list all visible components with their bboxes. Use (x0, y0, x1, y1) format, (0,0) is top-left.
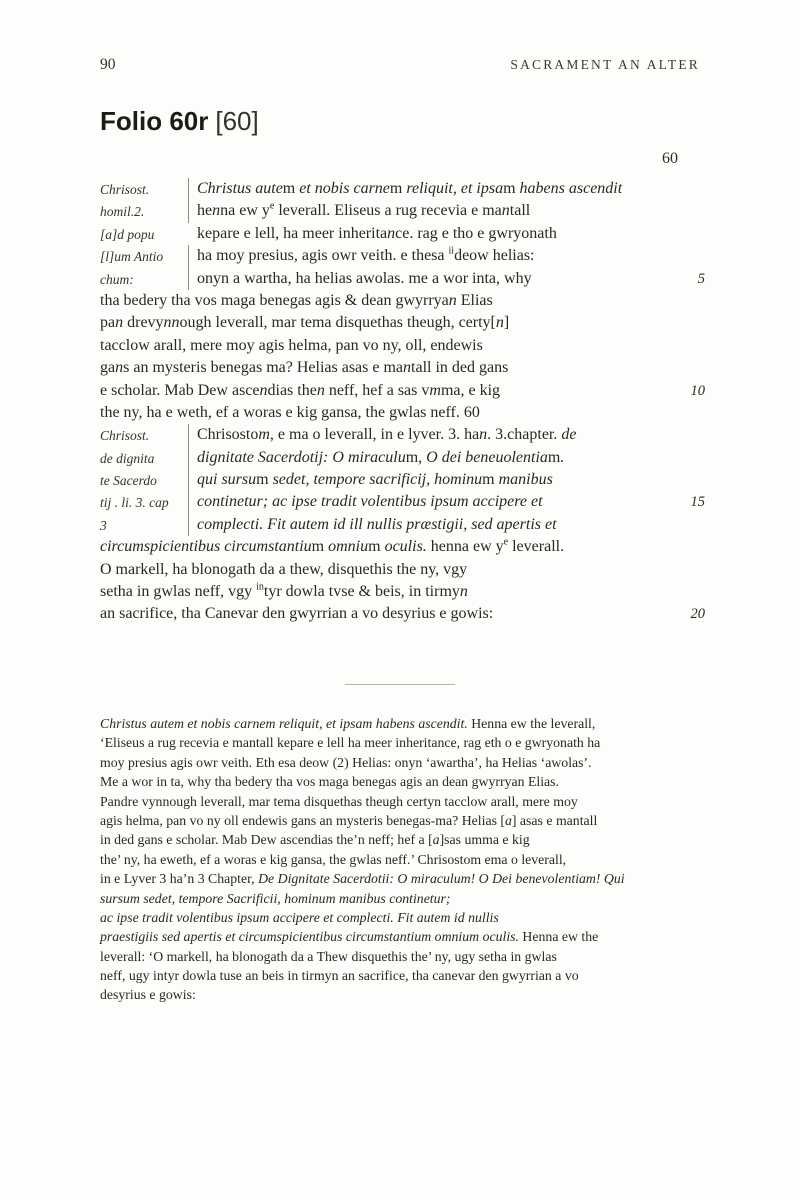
line-text (100, 335, 483, 357)
line-text (100, 852, 566, 867)
text-line (100, 447, 705, 469)
line-text (100, 402, 480, 424)
line-text (100, 200, 530, 222)
roman-text: m (503, 180, 516, 197)
text-line (100, 947, 710, 966)
text-line (100, 792, 710, 811)
italic-text: De Dignitate Sacerdotii: O miraculum! O Dei benevolentiam! Qui (258, 871, 625, 887)
italic-text: qui sursu (197, 471, 257, 489)
roman-text: tall (509, 202, 531, 220)
roman-text: henna ew y (426, 538, 504, 556)
text-line (100, 402, 705, 424)
italic-text: continetur; ac ipse tradit volentibus ipsum accipere et (197, 493, 543, 511)
italic-text: et nobis carne (295, 180, 390, 197)
roman-text: drevy (123, 314, 164, 332)
roman-text: kepare e lell, ha meer inherita (197, 224, 388, 242)
line-text (100, 290, 493, 312)
italic-text: Christus aute (197, 180, 283, 197)
roman-text: m (547, 448, 561, 466)
separator-rule (345, 684, 455, 685)
quote-rule (188, 469, 189, 491)
italic-text: n (448, 291, 457, 309)
superscript-text: in (256, 581, 264, 593)
roman-text: onyn a wartha, ha helias awolas. me a wor inta, why (197, 269, 532, 287)
superscript-text: e (503, 536, 509, 548)
margin-note: chum: (100, 271, 134, 287)
text-line (100, 357, 705, 379)
text-line (100, 290, 705, 312)
roman-text: in ded gans e scholar. Mab Dew ascendias the’n neff; hef a [ (100, 832, 433, 848)
text-line (100, 772, 710, 791)
roman-text: ma, e kig (440, 381, 501, 399)
margin-note: de dignita (100, 450, 155, 466)
italic-text: n (115, 359, 124, 377)
folio-marker: 60 (662, 150, 678, 167)
line-text (100, 968, 579, 983)
roman-text: dias the (267, 381, 317, 399)
italic-text: n (403, 359, 412, 377)
italic-text: dignitate Sacerdotij: O miraculu (197, 448, 406, 466)
roman-text: the ny, ha e weth, ef a woras e kig gansa, the gwlas neff. 60 (100, 403, 480, 421)
margin-note: tij . li. 3. cap (100, 495, 169, 511)
text-line (100, 966, 710, 985)
page-number: 90 (100, 56, 116, 73)
roman-text: ga (100, 359, 116, 377)
text-line (100, 268, 705, 290)
line-text (100, 735, 600, 750)
roman-text: ce. rag e tho e gwryonath (395, 224, 557, 242)
roman-text: Elias (456, 291, 493, 309)
line-text (100, 929, 598, 944)
text-line (100, 536, 705, 558)
italic-text: de (561, 426, 577, 444)
line-text (100, 447, 564, 469)
roman-text: the’ ny, ha eweth, ef a woras e kig gansa, the gwlas neff.’ Chrisostom ema o leverall, (100, 851, 567, 867)
roman-text: in e Lyver 3 ha’n 3 Chapter, (100, 871, 259, 887)
heading-folio-ref: [60] (215, 106, 259, 136)
roman-text: setha in gwlas neff, vgy (100, 583, 257, 601)
roman-text: Chrisosto (197, 426, 259, 444)
roman-text: ough leverall, mar tema disquethas theugh, certy[ (179, 314, 496, 332)
line-number: 5 (697, 270, 705, 287)
margin-note: Chrisost. (100, 428, 150, 444)
roman-text: deow helias: (454, 247, 535, 265)
roman-text: tha bedery tha vos maga benegas agis & dean gwyrrya (100, 291, 449, 309)
roman-text: ] (503, 314, 510, 332)
line-text (100, 312, 509, 334)
line-text (100, 987, 196, 1002)
line-text (100, 268, 532, 290)
line-text (100, 581, 468, 603)
roman-text: s an mysteris benegas ma? Helias asas e ma (123, 359, 404, 377)
roman-text: leverall. (508, 538, 565, 556)
text-line (100, 889, 710, 908)
italic-text: n (459, 583, 468, 601)
roman-text: ha moy presius, agis owr veith. e thesa (197, 247, 449, 265)
roman-text: O markell, ha blonogath da a thew, disquethis the ny, vgy (100, 560, 468, 578)
heading-title: Folio 60r (100, 106, 209, 136)
line-text (100, 245, 534, 267)
quote-rule (188, 514, 189, 536)
roman-text: agis helma, pan vo ny oll endewis gans an mysteris benegas-ma? Helias [ (100, 812, 505, 828)
italic-text: n (212, 202, 221, 220)
text-line (100, 178, 705, 200)
roman-text: m (405, 448, 419, 466)
line-text (100, 559, 467, 581)
roman-text: leverall: ‘O markell, ha blonogath da a Thew disquethis the’ ny, ugy setha in gwlas (100, 948, 557, 964)
italic-text: reliquit, et ipsa (402, 180, 504, 197)
margin-note: 3 (100, 517, 107, 533)
line-text (100, 469, 553, 491)
italic-text: circumspicientibus circumstantiu (100, 538, 312, 556)
italic-text: n (495, 314, 504, 332)
italic-text: complecti. Fit autem id ill nullis præstigii, sed apertis et (197, 515, 557, 533)
line-text (100, 813, 597, 828)
roman-text: m (482, 471, 495, 489)
italic-text: n (115, 314, 124, 332)
text-line (100, 200, 705, 222)
roman-text: m (368, 538, 381, 556)
line-number: 20 (690, 606, 705, 623)
line-text (100, 794, 578, 809)
text-line (100, 581, 705, 603)
text-line (100, 245, 705, 267)
italic-text: oculis. (380, 538, 427, 556)
roman-text: neff, hef a sas v (324, 381, 430, 399)
text-line (100, 603, 705, 625)
roman-text: neff, ugy intyr dowla tuse an beis in tirmyn an sacrifice, tha canevar den gwyrrian a vo (100, 968, 579, 984)
superscript-text: ii (448, 245, 455, 257)
italic-text: sedet, tempore sacrificij, hominu (268, 471, 483, 489)
italic-text: praestigiis sed apertis et circumspicientibus circumstantium omnium oculis. (100, 929, 519, 945)
line-text (100, 178, 622, 200)
text-line (100, 811, 710, 830)
roman-text: . 3.chapter. (487, 426, 562, 444)
page-header (100, 56, 700, 74)
roman-text: ‘Eliseus a rug recevia e mantall kepare e lell ha meer inheritance, rag eth o e gwryonath ha (100, 735, 601, 751)
roman-text: ]sas umma e kig (439, 832, 530, 848)
italic-text: sursum sedet, tempore Sacrificii, hominum manibus continetur; (100, 890, 451, 906)
line-text (100, 357, 508, 379)
italic-text: n (259, 381, 268, 399)
roman-text: Me a wor in ta, why tha bedery tha vos maga benegas agis an dean gwyrryan Elias. (100, 774, 559, 790)
roman-text: pa (100, 314, 116, 332)
quote-rule (188, 447, 189, 469)
margin-note: te Sacerdo (100, 473, 157, 489)
quote-rule (188, 268, 189, 290)
text-line (100, 714, 710, 733)
margin-note: [l]um Antio (100, 249, 164, 265)
margin-note: Chrisost. (100, 182, 150, 197)
normalized-text-block (100, 714, 710, 1005)
text-line (100, 927, 710, 946)
roman-text: desyrius e gowis: (100, 987, 196, 1003)
italic-text: n (501, 202, 510, 220)
text-line (100, 733, 710, 752)
roman-text: tall in ded gans (411, 359, 509, 377)
text-line (100, 985, 710, 1004)
line-text (100, 910, 499, 925)
text-line (100, 869, 710, 888)
margin-note: homil.2. (100, 204, 145, 220)
roman-text: an sacrifice, tha Canevar den gwyrrian a vo desyrius e gowis: (100, 605, 494, 623)
line-text (100, 603, 493, 625)
line-text (100, 716, 595, 731)
italic-text: a (432, 832, 440, 848)
line-text (100, 774, 559, 789)
roman-text: Henna ew the leverall, (467, 716, 596, 731)
quote-rule (188, 200, 189, 222)
superscript-text: e (269, 201, 275, 213)
text-line (100, 335, 705, 357)
text-line (100, 424, 705, 446)
quote-rule (188, 491, 189, 513)
text-line (100, 469, 705, 491)
roman-text: Henna ew the (518, 929, 599, 945)
section-heading (100, 106, 259, 136)
roman-text: , e ma o leverall, in e lyver. 3. ha (269, 426, 480, 444)
line-number: 10 (690, 382, 705, 399)
roman-text: moy presius agis owr veith. Eth esa deow (2) Helias: onyn ‘awartha’, ha Helias ‘awolas’. (100, 754, 592, 770)
line-text (100, 755, 592, 770)
roman-text: leverall. Eliseus a rug recevia e ma (274, 202, 502, 220)
text-line (100, 312, 705, 334)
italic-text: a (504, 812, 512, 828)
roman-text: m (256, 471, 269, 489)
text-line (100, 491, 705, 513)
roman-text: Pandre vynnough leverall, mar tema disquethas theugh certyn tacclow arall, mere moy (100, 793, 578, 809)
roman-text: tacclow arall, mere moy agis helma, pan vo ny, oll, endewis (100, 336, 483, 354)
italic-text: ac ipse tradit volentibus ipsum accipere et complecti. Fit autem id nullis (100, 909, 499, 925)
roman-text: ] asas e mantall (511, 812, 598, 828)
text-line (100, 830, 710, 849)
text-line (100, 559, 705, 581)
roman-text: he (197, 202, 213, 220)
line-text (100, 832, 530, 847)
roman-text: m (311, 538, 325, 556)
line-text (100, 871, 625, 886)
transcription-block (100, 178, 705, 626)
italic-text: manibus (494, 471, 553, 489)
text-line (100, 514, 705, 536)
running-head: SACRAMENT AN ALTER (510, 57, 700, 72)
line-text (100, 424, 576, 446)
italic-text: habens ascendit (515, 180, 623, 197)
text-line (100, 850, 710, 869)
italic-text: n (479, 426, 488, 444)
margin-note: [a]d popu (100, 226, 155, 242)
line-text (100, 514, 557, 536)
text-line (100, 753, 710, 772)
line-number: 15 (690, 494, 705, 511)
line-text (100, 223, 557, 245)
roman-text: tyr dowla tvse & beis, in tirmy (263, 583, 460, 601)
quote-rule (188, 178, 189, 200)
line-text (100, 380, 500, 402)
italic-text: n (387, 224, 396, 242)
line-text (100, 891, 451, 906)
text-line (100, 908, 710, 927)
text-line (100, 223, 705, 245)
italic-text: n (316, 381, 325, 399)
italic-text: omniu (324, 538, 369, 556)
line-text (100, 536, 564, 558)
quote-rule (188, 424, 189, 446)
italic-text: nn (163, 314, 180, 332)
quote-rule (188, 245, 189, 267)
italic-text: . (560, 448, 565, 466)
italic-text: m (258, 426, 270, 444)
text-line (100, 380, 705, 402)
line-text (100, 949, 557, 964)
italic-text: , O dei beneuolentia (418, 448, 548, 466)
roman-text: e scholar. Mab Dew asce (100, 381, 260, 399)
roman-text: na ew y (220, 202, 270, 220)
italic-text: m (429, 381, 441, 399)
roman-text: m (389, 180, 403, 197)
italic-text: Christus autem et nobis carnem reliquit, et ipsam habens ascendit. (100, 716, 468, 731)
roman-text: m (282, 180, 296, 197)
